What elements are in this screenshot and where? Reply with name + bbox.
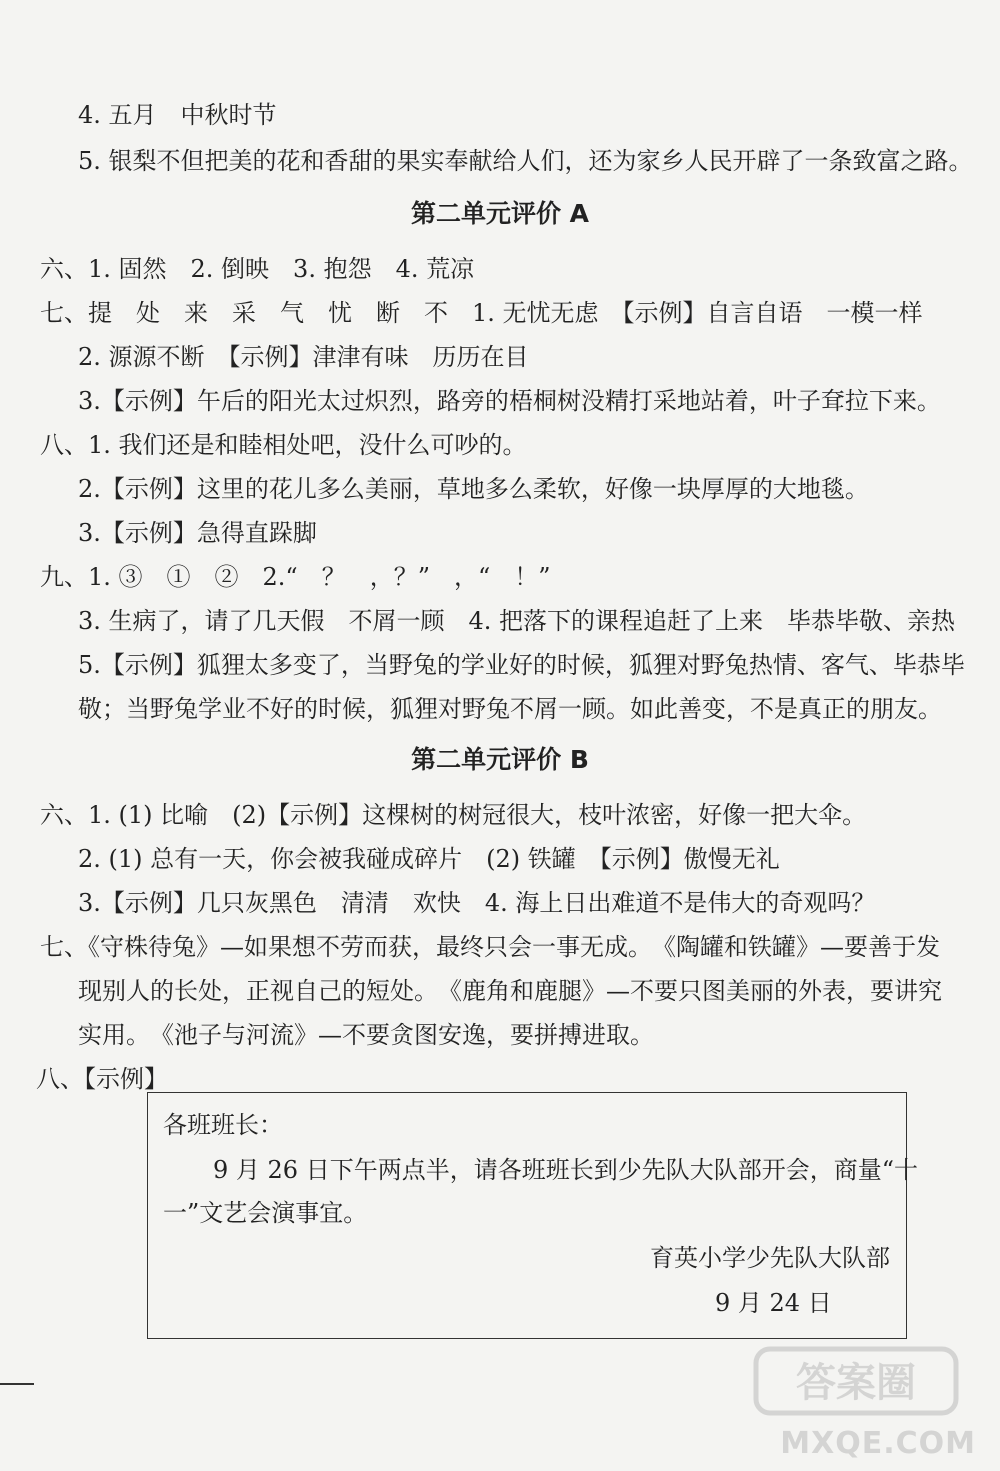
page-number-dash [0,1383,34,1385]
answer-line: 5.【示例】狐狸太多变了，当野兔的学业好的时候，狐狸对野兔热情、客气、毕恭毕 [78,651,965,679]
notice-salutation: 各班班长： [163,1111,283,1139]
answer-line: 现别人的长处，正视自己的短处。 《鹿角和鹿腿》—不要只图美丽的外表，要讲究 [78,977,942,1005]
answer-line: 七、《守株待兔》—如果想不劳而获，最终只会一事无成。 《陶罐和铁罐》—要善于发 [40,933,940,961]
watermark-logo-icon [736,1341,976,1421]
section-heading: 第二单元评价 A [410,199,590,228]
answer-line: 2.【示例】这里的花儿多么美丽，草地多么柔软，好像一块厚厚的大地毯。 [78,475,869,503]
answer-line: 5. 银梨不但把美的花和香甜的果实奉献给人们，还为家乡人民开辟了一条致富之路。 [78,147,973,175]
notice-date: 9 月 24 日 [715,1289,832,1317]
answer-line: 六、1. (1) 比喻 (2)【示例】这棵树的树冠很大，枝叶浓密，好像一把大伞。 [40,801,867,829]
notice-signature: 育英小学少先队大队部 [650,1244,890,1272]
answer-line: 七、提 处 来 采 气 忧 断 不 1. 无忧无虑 【示例】自言自语 一模一样 [40,299,923,327]
watermark-text: MXQE.COM [780,1426,976,1461]
answer-line: 六、1. 固然 2. 倒映 3. 抱怨 4. 荒凉 [40,255,475,283]
answer-line: 2. 源源不断 【示例】津津有味 历历在目 [78,343,529,371]
answer-line: 实用。 《池子与河流》—不要贪图安逸，要拼搏进取。 [78,1021,654,1049]
svg-text:答案圈: 答案圈 [796,1360,916,1406]
answer-line: 4. 五月 中秋时节 [78,101,277,129]
answer-line: 八、1. 我们还是和睦相处吧，没什么可吵的。 [40,431,527,459]
answer-line: 3.【示例】午后的阳光太过炽烈，路旁的梧桐树没精打采地站着，叶子耷拉下来。 [78,387,941,415]
answer-line: 3.【示例】急得直跺脚 [78,519,317,547]
notice-body: 一”文艺会演事宜。 [163,1199,368,1227]
answer-line: 敬；当野兔学业不好的时候，狐狸对野兔不屑一顾。如此善变，不是真正的朋友。 [78,695,942,723]
answer-line: 八、【示例】 [36,1065,168,1093]
notice-body: 9 月 26 日下午两点半，请各班班长到少先队大队部开会，商量“十 [213,1156,918,1184]
answer-line: 3.【示例】几只灰黑色 清清 欢快 4. 海上日出难道不是伟大的奇观吗？ [78,889,876,917]
watermark [736,1341,976,1461]
answer-line: 九、1. ③ ① ② 2.“ ？ ，？” ，“ ！” [40,563,551,591]
section-heading: 第二单元评价 B [411,745,589,774]
answer-line: 2. (1) 总有一天，你会被我碰成碎片 (2) 铁罐 【示例】傲慢无礼 [78,845,780,873]
answer-line: 3. 生病了，请了几天假 不屑一顾 4. 把落下的课程追赶了上来 毕恭毕敬、亲热 [78,607,956,635]
